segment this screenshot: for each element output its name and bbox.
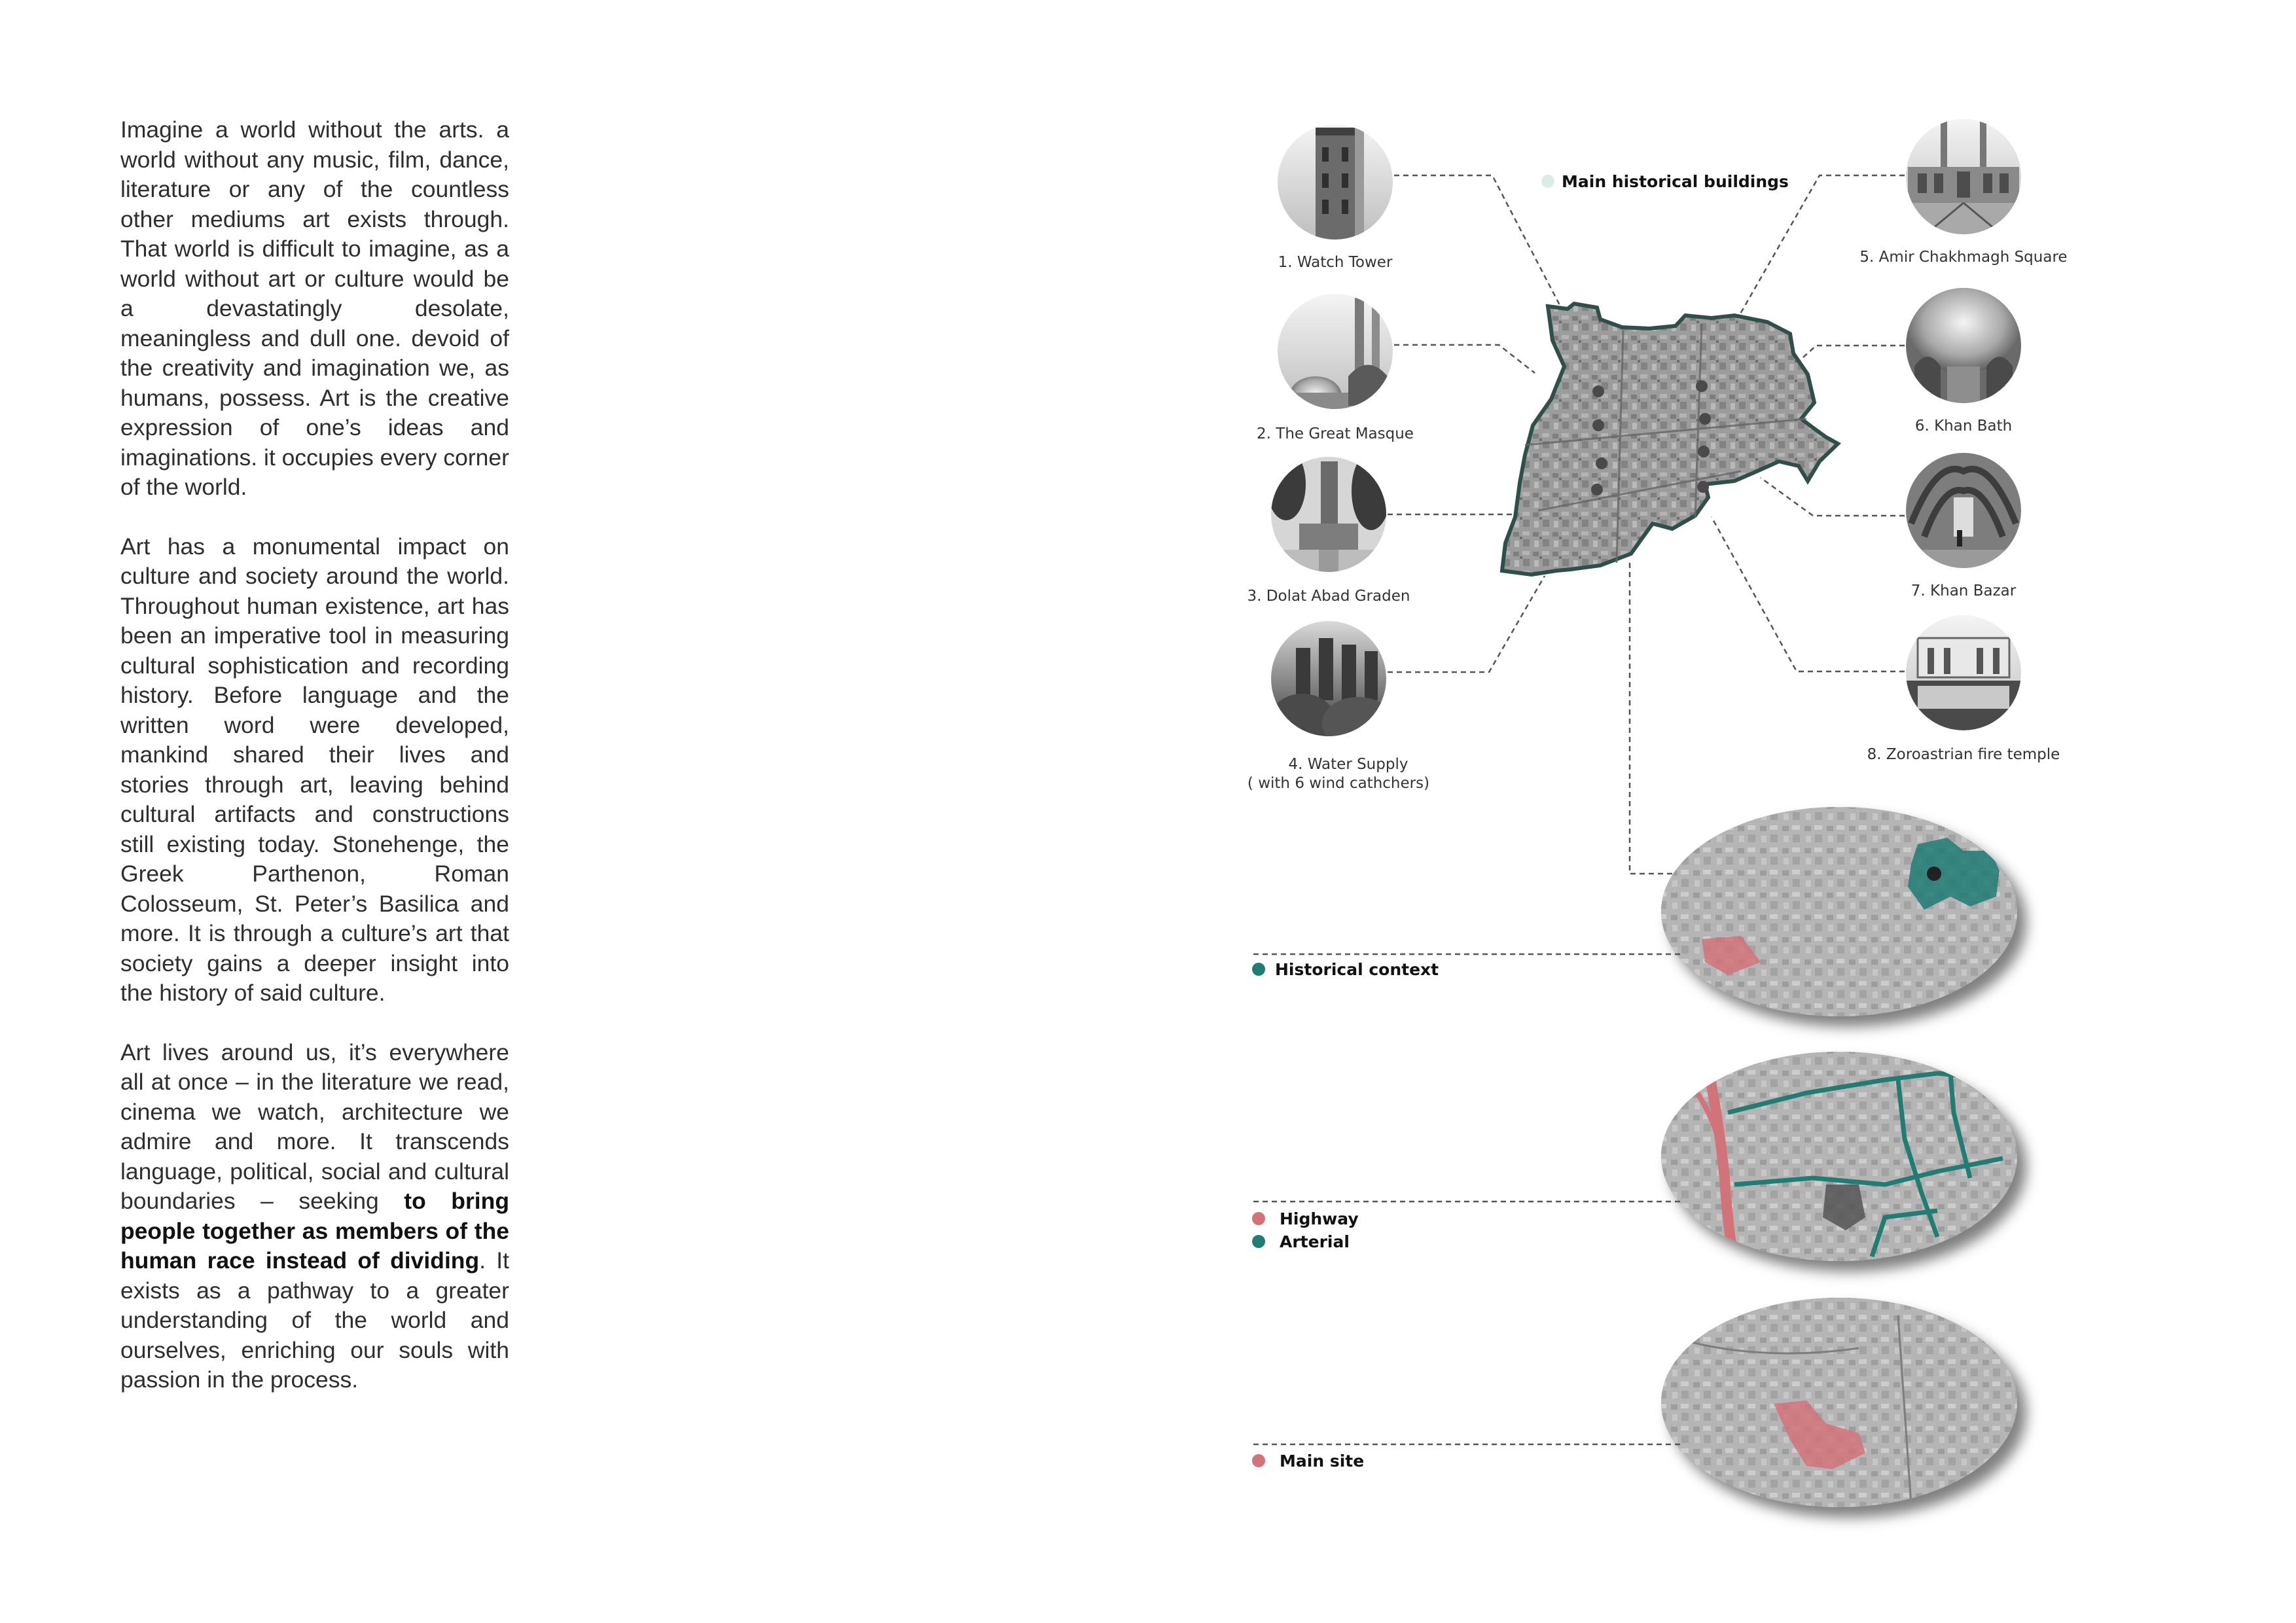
legend-historical-context: Historical context <box>1275 960 1439 979</box>
label-building-8: 8. Zoroastrian fire temple <box>1867 746 2060 763</box>
label-building-4-sub: ( with 6 wind cathchers) <box>1247 775 1430 792</box>
building-khan-bazar <box>1905 452 2022 599</box>
legend-dot-main-buildings <box>1541 175 1554 188</box>
leader-line-2 <box>1394 345 1535 373</box>
building-dolat-abad-garden <box>1247 448 1410 605</box>
label-building-1: 1. Watch Tower <box>1278 254 1393 271</box>
leader-line-6 <box>1797 346 1905 363</box>
leader-line-4 <box>1388 576 1545 672</box>
legend-dot-historical-context <box>1252 963 1265 976</box>
leader-line-context <box>1630 563 1682 874</box>
map-historical-context <box>1252 805 2022 1021</box>
legend-dot-arterial <box>1252 1235 1265 1248</box>
legend-highway: Highway <box>1280 1209 1359 1228</box>
building-zoroastrian-fire-temple <box>1867 615 2060 763</box>
map-road-network <box>1252 1047 2022 1263</box>
leader-line-7 <box>1761 478 1905 516</box>
essay-p3-bold: to bring people together as members of the human race instead of dividing <box>120 1188 510 1274</box>
building-watch-tower <box>1276 124 1394 271</box>
label-building-7: 7. Khan Bazar <box>1910 582 2017 599</box>
building-amir-chakhmagh-square <box>1859 118 2067 266</box>
essay-paragraph-1: Imagine a world without the arts. a world without any music, film, dance, literature or any of the countless other mediums art exists through. That world is difficult to imagine, as a world without art or culture would be a devastatingly desolate, meaningless and dull one. devoid of the creativity and imagination we, as humans, possess. Art is the creative expression of one’s ideas and imaginations. it occupies every corner of the world. <box>120 116 509 500</box>
legend-arterial: Arterial <box>1280 1232 1350 1251</box>
legend-dot-highway <box>1252 1212 1265 1225</box>
building-water-supply <box>1247 621 1429 792</box>
label-building-2: 2. The Great Masque <box>1257 425 1414 442</box>
map-main-site <box>1252 1296 2022 1512</box>
legend-main-site: Main site <box>1280 1452 1365 1471</box>
label-building-4: 4. Water Supply <box>1288 756 1408 773</box>
leader-line-8 <box>1712 517 1905 671</box>
legend-main-buildings: Main historical buildings <box>1562 172 1789 191</box>
building-khan-bath <box>1905 281 2022 435</box>
old-city-map <box>1502 304 1838 575</box>
building-great-masque <box>1257 294 1414 442</box>
leader-line-1 <box>1394 175 1561 308</box>
legend-dot-main-site <box>1252 1454 1265 1467</box>
essay-p3-end: . It exists as a pathway to a greater understanding of the world and ourselves, enriching our souls with passion in the process. <box>120 1247 510 1393</box>
essay-p3-start: Art lives around us, it’s everywhere all at once – in the literature we read, cinema we watch, architecture we admire and more. It transcends language, political, social and cultural boundaries – seeking <box>120 1039 509 1214</box>
label-building-3: 3. Dolat Abad Graden <box>1247 588 1410 605</box>
essay-paragraph-2: Art has a monumental impact on culture and society around the world. Throughout human existence, art has been an imperative tool in measuring cultural sophistication and recording history. Before language and the written word were developed, mankind shared their lives and stories through art, leaving behind cultural artifacts and constructions still existing today. Stonehenge, the Greek Parthenon, Roman Colosseum, St. Peter’s Basilica and more. It is through a culture’s art that society gains a deeper insight into the history of said culture. <box>120 533 509 1006</box>
label-building-6: 6. Khan Bath <box>1914 418 2013 435</box>
label-building-5: 5. Amir Chakhmagh Square <box>1859 249 2068 266</box>
